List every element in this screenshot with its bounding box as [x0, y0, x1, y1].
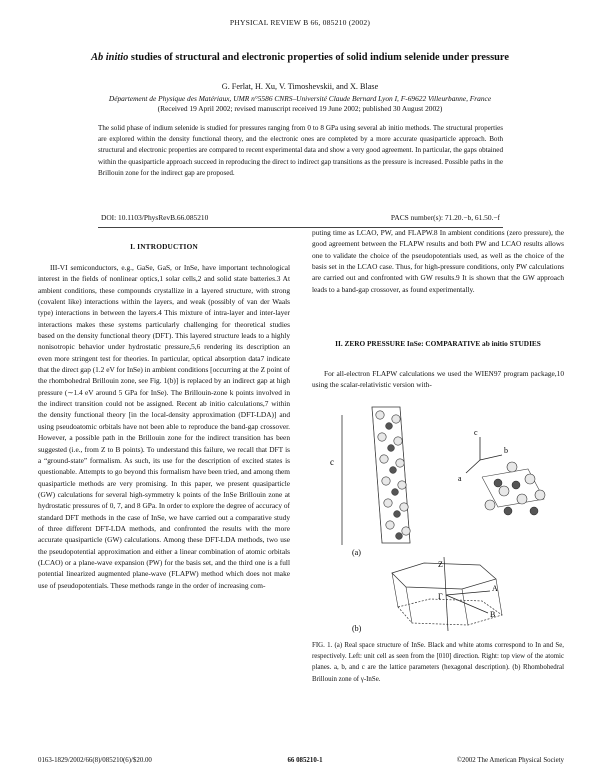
- axis-label-c: c: [474, 428, 478, 437]
- column-right-section2: [312, 368, 564, 391]
- doi: DOI: 10.1103/PhysRevB.66.085210: [101, 213, 209, 222]
- title-rest: studies of structural and electronic properties of solid indium selenide under pressure: [128, 52, 509, 63]
- footer-left: 0163-1829/2002/66(8)/085210(6)/$20.00: [38, 757, 152, 764]
- column-left: [38, 262, 290, 591]
- axis-label-a: a: [458, 474, 462, 483]
- paper-title: [30, 52, 570, 63]
- intro-paragraph-continued: puting time as LCAO, PW, and FLAPW.8 In ambient conditions (zero pressure), the good agreement between the FLAPW results and both PW and LCAO results allows one to validate the choice of the pseudopotentials used, as well as the choice of the basis set in the LCAO case. Thus, for high-pressure conditions, only PW calculations are carried out and confronted with GW results.9 It is shown that the GW approach leads to a band-gap crossover, as found experimentally.: [312, 228, 564, 294]
- footer-right: ©2002 The American Physical Society: [456, 757, 564, 764]
- column-right-top: [312, 227, 564, 295]
- top-view-atomic-planes: [458, 428, 545, 515]
- authors: G. Ferlat, H. Xu, V. Timoshevskii, and X. Blase: [221, 82, 379, 91]
- brillouin-zone: [352, 557, 502, 633]
- figure-1: [312, 395, 564, 635]
- section-1-title: I. INTRODUCTION: [130, 242, 198, 251]
- axis-label-b: b: [504, 446, 508, 455]
- affiliation: Département de Physique des Matériaux, UMR n°5586 CNRS–Université Claude Bernard Lyon I, F-69622 Villeurbanne, France: [108, 94, 492, 103]
- journal-header: PHYSICAL REVIEW B 66, 085210 (2002): [229, 18, 371, 27]
- label-Gamma: Γ: [438, 592, 443, 601]
- intro-paragraph: III-VI semiconductors, e.g., GaSe, GaS, or InSe, have important technological interest in the fields of nonlinear optics,1 solar cells,2 and solid state batteries.3 At ambient conditions, these compounds crystallize in a layered structure, with strong (covalent like) interactions within the layers, and weak (possibly of van der Waals type) interactions in between the layers.4 This mixture of intra-layer and inter-layer interactions makes these systems particularly challenging for theoretical studies based on the density functional theory (DFT). This layered structure leads to a highly nonisotropic behavior under hydrostatic pressure,5,6 rendering its description an even more stringent test for theories. In particular, optical absorption data7 indicate that the direct gap (1.2 eV for InSe) in ambient conditions [occurring at the Z point of the rhombohedral Brillouin zone, see Fig. 1(b)] is replaced by an indirect gap at high pressure (∼1.4 eV around 5 GPa for InSe). The Brillouin-zone k points involved in the indirect transition could not be assigned. Recent ab initio calculations,7 within the density functional theory [in the local-density approximation (DFT-LDA)] and using pseudoatomic orbitals have not been able to reproduce the band-gap crossover. However, a possible path in the Brillouin zone for the indirect transition has been suggested (i.e., from Z to B points). To understand this failure, we recall that DFT is a “ground-state” formalism. As such, its use for the description of excited states is questionable. Attempts to go beyond this formalism have been tried, and among them quasiparticle methods are very promising. In this paper, we present quasiparticle (GW) calculations for several high-symmetry k points of the InSe Brillouin zone at hydrostatic pressures of 0, 7, and 8 GPa. In order to explore the degree of accuracy of standard DFT methods in the case of InSe, we have carried out a comparative study of three different DFT-LDA methods, and confronted the results with the more accurate quasiparticle (GW) calculations. Among these DFT-LDA methods, two use the pseudopotential approximation and either a linear combination of atomic orbitals (LCAO) or a plane-wave expansion (PW) for the basis set, and the third one is a full potential linearized augmented plane-wave (FLAPW) method which does not make use of pseudopotentials. These methods range in the order of increasing com-: [38, 263, 290, 590]
- label-Z: Z: [438, 560, 443, 569]
- section2-paragraph: For all-electron FLAPW calculations we used the WIEN97 program package,10 using the scalar-relativistic version with-: [312, 369, 564, 390]
- title-italic: Ab initio: [91, 52, 129, 63]
- figure-1-caption: FIG. 1. (a) Real space structure of InSe. Black and white atoms correspond to In and Se, respectively. Left: unit cell as seen from the [010] direction. Right: top view of the atomic planes. a, b, and c are the lattice parameters (hexagonal description). (b) Rhombohedral Brillouin zone of γ-InSe.: [312, 642, 564, 683]
- label-B: B: [490, 610, 496, 619]
- received-dates: (Received 19 April 2002; revised manuscript received 19 June 2002; published 30 August 2002): [157, 104, 443, 113]
- label-A: A: [492, 584, 498, 593]
- in-atoms-top: [494, 479, 538, 515]
- axis-label-c-left: c: [330, 457, 334, 467]
- footer-page: 66 085210-1: [287, 757, 323, 764]
- panel-label-b: (b): [352, 624, 362, 633]
- pacs-numbers: PACS number(s): 71.20.−b, 61.50.−f: [390, 213, 500, 222]
- unit-cell-side-view: [330, 407, 410, 557]
- abstract: The solid phase of indium selenide is studied for pressures ranging from 0 to 8 GPa using several ab initio methods. The structural properties are explored within the density functional theory, and the electronic ones are completed by a more accurate quasiparticle approach. Both structural and electronic properties are compared to recent experimental data and show a very good agreement. In particular, the gaps obtained within the quasiparticle approach succeed in reproducing the direct to indirect gap transitions as the pressure is increased. Possible paths in the Brillouin zone for the indirect gap are proposed.: [98, 124, 503, 177]
- section-2-title: II. ZERO PRESSURE InSe: COMPARATIVE ab initio STUDIES: [335, 339, 541, 348]
- panel-label-a: (a): [352, 548, 361, 557]
